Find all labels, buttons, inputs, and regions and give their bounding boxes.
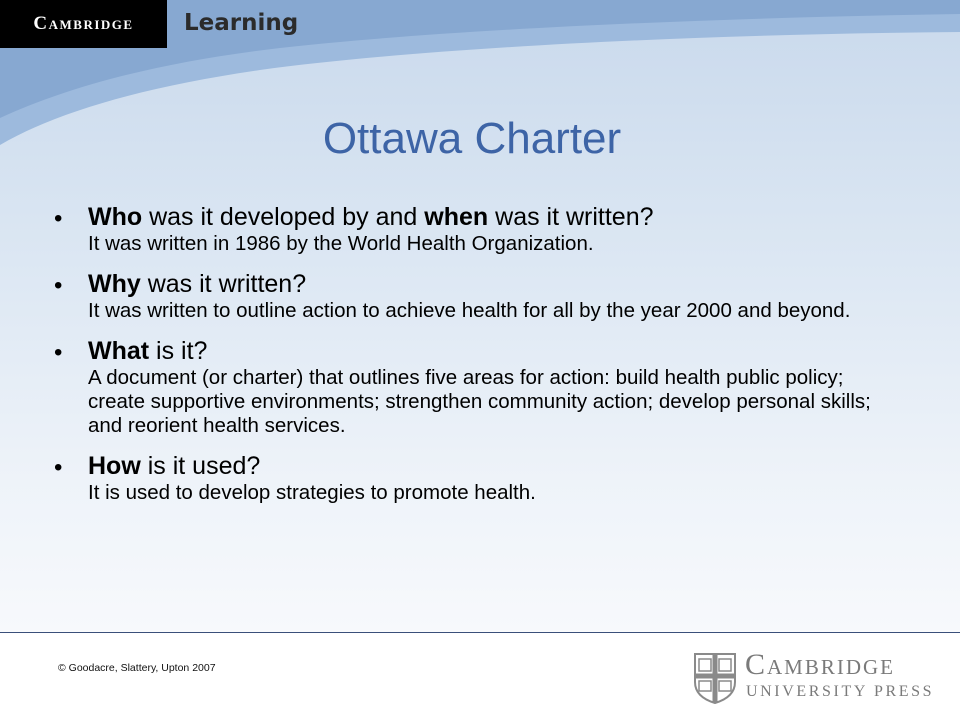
bullet-question	[88, 270, 872, 299]
copyright-notice: © Goodacre, Slattery, Upton 2007	[58, 662, 216, 674]
question-text: was it written?	[140, 270, 307, 298]
footer-divider	[0, 632, 960, 633]
bullet-item	[52, 270, 872, 323]
bullet-dot: •	[54, 205, 63, 232]
bullet-dot: •	[54, 339, 63, 366]
question-keyword: How	[88, 452, 141, 480]
bullet-list	[52, 203, 872, 519]
question-text: was it developed by and	[142, 203, 425, 231]
question-text: is it?	[149, 337, 208, 365]
logo-text: Cambridge	[33, 13, 134, 34]
publisher-name: Cambridge	[745, 648, 896, 681]
bullet-item	[52, 337, 872, 438]
question-text: is it used?	[140, 452, 261, 480]
bullet-question	[88, 337, 872, 366]
bullet-dot: •	[54, 272, 63, 299]
bullet-dot: •	[54, 454, 63, 481]
question-keyword: Who	[88, 203, 143, 231]
question-text: was it written?	[488, 203, 654, 231]
cambridge-learning-logo	[0, 0, 167, 48]
slide-title: Ottawa Charter	[322, 114, 622, 163]
bullet-question	[88, 203, 872, 232]
bullet-item	[52, 203, 872, 256]
bullet-question	[88, 452, 872, 481]
bullet-answer: It was written to outline action to achieve health for all by the year 2000 and beyond.	[88, 299, 851, 322]
question-keyword: when	[424, 203, 489, 231]
bullet-answer: A document (or charter) that outlines five areas for action: build health public policy; create supportive environments; strengthen community action; develop personal skills; and reorient health services.	[88, 366, 871, 437]
question-keyword: Why	[88, 270, 141, 298]
question-keyword: What	[88, 337, 150, 365]
product-name: Learning	[184, 10, 299, 36]
bullet-item	[52, 452, 872, 505]
bullet-answer: It was written in 1986 by the World Health Organization.	[88, 232, 594, 255]
university-crest-icon	[693, 652, 737, 704]
bullet-answer: It is used to develop strategies to promote health.	[88, 481, 536, 504]
publisher-subtitle: UNIVERSITY PRESS	[746, 683, 935, 700]
